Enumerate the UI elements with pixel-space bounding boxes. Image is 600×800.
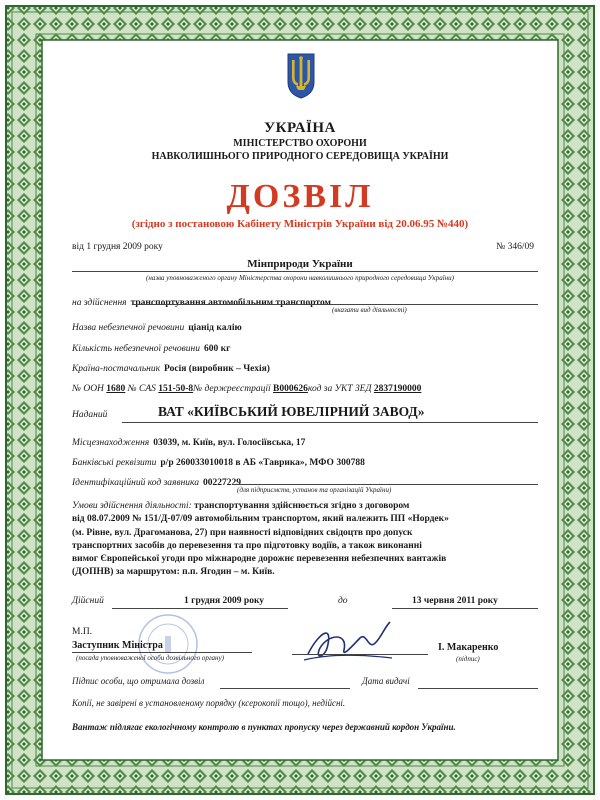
issuer-caption: (назва уповноваженого органу Міністерства охорони навколишнього природного середовища України) — [146, 274, 454, 282]
address-row — [72, 432, 305, 450]
ministry-line-1: МІНІСТЕРСТВО ОХОРОНИ — [233, 138, 367, 149]
document-title: ДОЗВІЛ — [226, 178, 374, 215]
activity-label: на здійснення — [72, 298, 127, 308]
idcode-label: Ідентифікаційний код заявника — [72, 478, 199, 488]
received-label: Підпис особи, що отримала дозвіл — [72, 676, 205, 686]
idcode-underline — [232, 484, 538, 485]
cas-label: № CAS — [125, 384, 159, 394]
conditions-line: транспортування здійснюється згідно з договором — [194, 501, 410, 511]
registration-label: № держреєстрації — [193, 384, 274, 394]
validity-from-underline — [112, 608, 288, 609]
address-value: 03039, м. Київ, вул. Голосіївська, 17 — [153, 438, 306, 448]
substance-value: ціанід калію — [188, 323, 242, 333]
issue-date-label: Дата видачі — [362, 676, 410, 686]
signer-position: Заступник Міністра — [72, 640, 163, 651]
issue-date-underline — [418, 688, 538, 689]
validity-to: 13 червня 2011 року — [412, 596, 498, 606]
supplier-row — [72, 358, 270, 376]
conditions-line: (м. Рівне, вул. Драгоманова, 27) при наявності відповідних свідоцтв про допуск — [72, 527, 413, 538]
activity-caption: (вказати вид діяльності) — [332, 306, 407, 314]
validity-from: 1 грудня 2009 року — [184, 596, 265, 606]
bank-label: Банківські реквізити — [72, 458, 157, 468]
issuer-underline — [72, 271, 538, 272]
signature-underline — [292, 654, 428, 655]
address-label: Місцезнаходження — [72, 438, 150, 448]
conditions-label: Умови здійснення діяльності: — [72, 501, 192, 511]
quantity-row — [72, 338, 230, 356]
conditions-paragraph — [72, 500, 538, 580]
recipient-label: Наданий — [72, 410, 108, 420]
substance-label: Назва небезпечної речовини — [72, 323, 185, 333]
recipient-underline — [122, 422, 538, 423]
oon-label: № ООН — [72, 384, 107, 394]
issue-date: від 1 грудня 2009 року — [72, 242, 163, 252]
supplier-label: Країна-постачальник — [72, 364, 161, 374]
codes-row — [72, 384, 421, 394]
supplier-value: Росія (виробник – Чехія) — [164, 364, 270, 374]
cas-value: 151-50-8 — [158, 384, 194, 394]
idcode-row — [72, 472, 241, 490]
bank-value: р/р 260033010018 в АБ «Таврика», МФО 300788 — [160, 458, 365, 468]
signer-caption: (підпис) — [456, 655, 480, 663]
substance-row — [72, 317, 242, 335]
seal-mark: М.П. — [72, 627, 93, 637]
conditions-line: вимог Європейської угоди про міжнародне дорожнє перевезення небезпечних вантажів — [72, 554, 447, 565]
quantity-label: Кількість небезпечної речовини — [72, 344, 200, 354]
issuing-authority: Мінприроди України — [247, 258, 353, 270]
bank-row — [72, 452, 365, 470]
activity-underline — [132, 304, 538, 305]
ukt-value: 2837190000 — [373, 384, 422, 394]
validity-to-underline — [392, 608, 538, 609]
position-caption: (посада уповноваженої особи дозвільного органу) — [76, 654, 224, 662]
conditions-line: від 08.07.2009 № 151/Д-07/09 автомобільним транспортом, який належить ПП «Нордек» — [72, 514, 449, 525]
validity-to-label: до — [338, 596, 348, 606]
signer-name: І. Макаренко — [438, 642, 499, 653]
handwritten-signature — [298, 614, 398, 668]
quantity-value: 600 кг — [203, 344, 231, 354]
registration-value: В000626 — [273, 384, 308, 394]
copies-note: Копії, не завірені в установленому порядку (ксерокопії тощо), недійсні. — [72, 698, 346, 708]
permit-number: № 346/09 — [496, 242, 534, 252]
activity-value: транспортування автомобільним транспортом — [130, 298, 331, 308]
idcode-caption: (для підприємств, установ та організацій України) — [237, 486, 392, 494]
received-underline — [220, 688, 350, 689]
control-note: Вантаж підлягає екологічному контролю в пунктах пропуску через державний кордон України. — [72, 722, 456, 732]
document-subtitle: (згідно з постановою Кабінету Міністрів України від 20.06.95 №440) — [131, 218, 469, 230]
conditions-line: транспортних засобів до перевезення та про підготовку водіїв, а також виконанні — [72, 540, 422, 551]
conditions-line: (ДОПНВ) за маршрутом: п.п. Ягодин – м. Київ. — [72, 567, 275, 578]
country-name: УКРАЇНА — [264, 120, 336, 136]
ministry-line-2: НАВКОЛИШНЬОГО ПРИРОДНОГО СЕРЕДОВИЩА УКРАЇНИ — [151, 151, 449, 162]
ukt-label: код за УКТ ЗЕД — [307, 384, 374, 394]
position-underline — [72, 652, 252, 653]
idcode-value: 00227229 — [203, 478, 241, 488]
oon-value: 1680 — [106, 384, 126, 394]
validity-label: Дійсний — [72, 596, 104, 606]
recipient-name: ВАТ «КИЇВСЬКИЙ ЮВЕЛІРНИЙ ЗАВОД» — [158, 404, 425, 419]
activity-row — [72, 292, 331, 310]
